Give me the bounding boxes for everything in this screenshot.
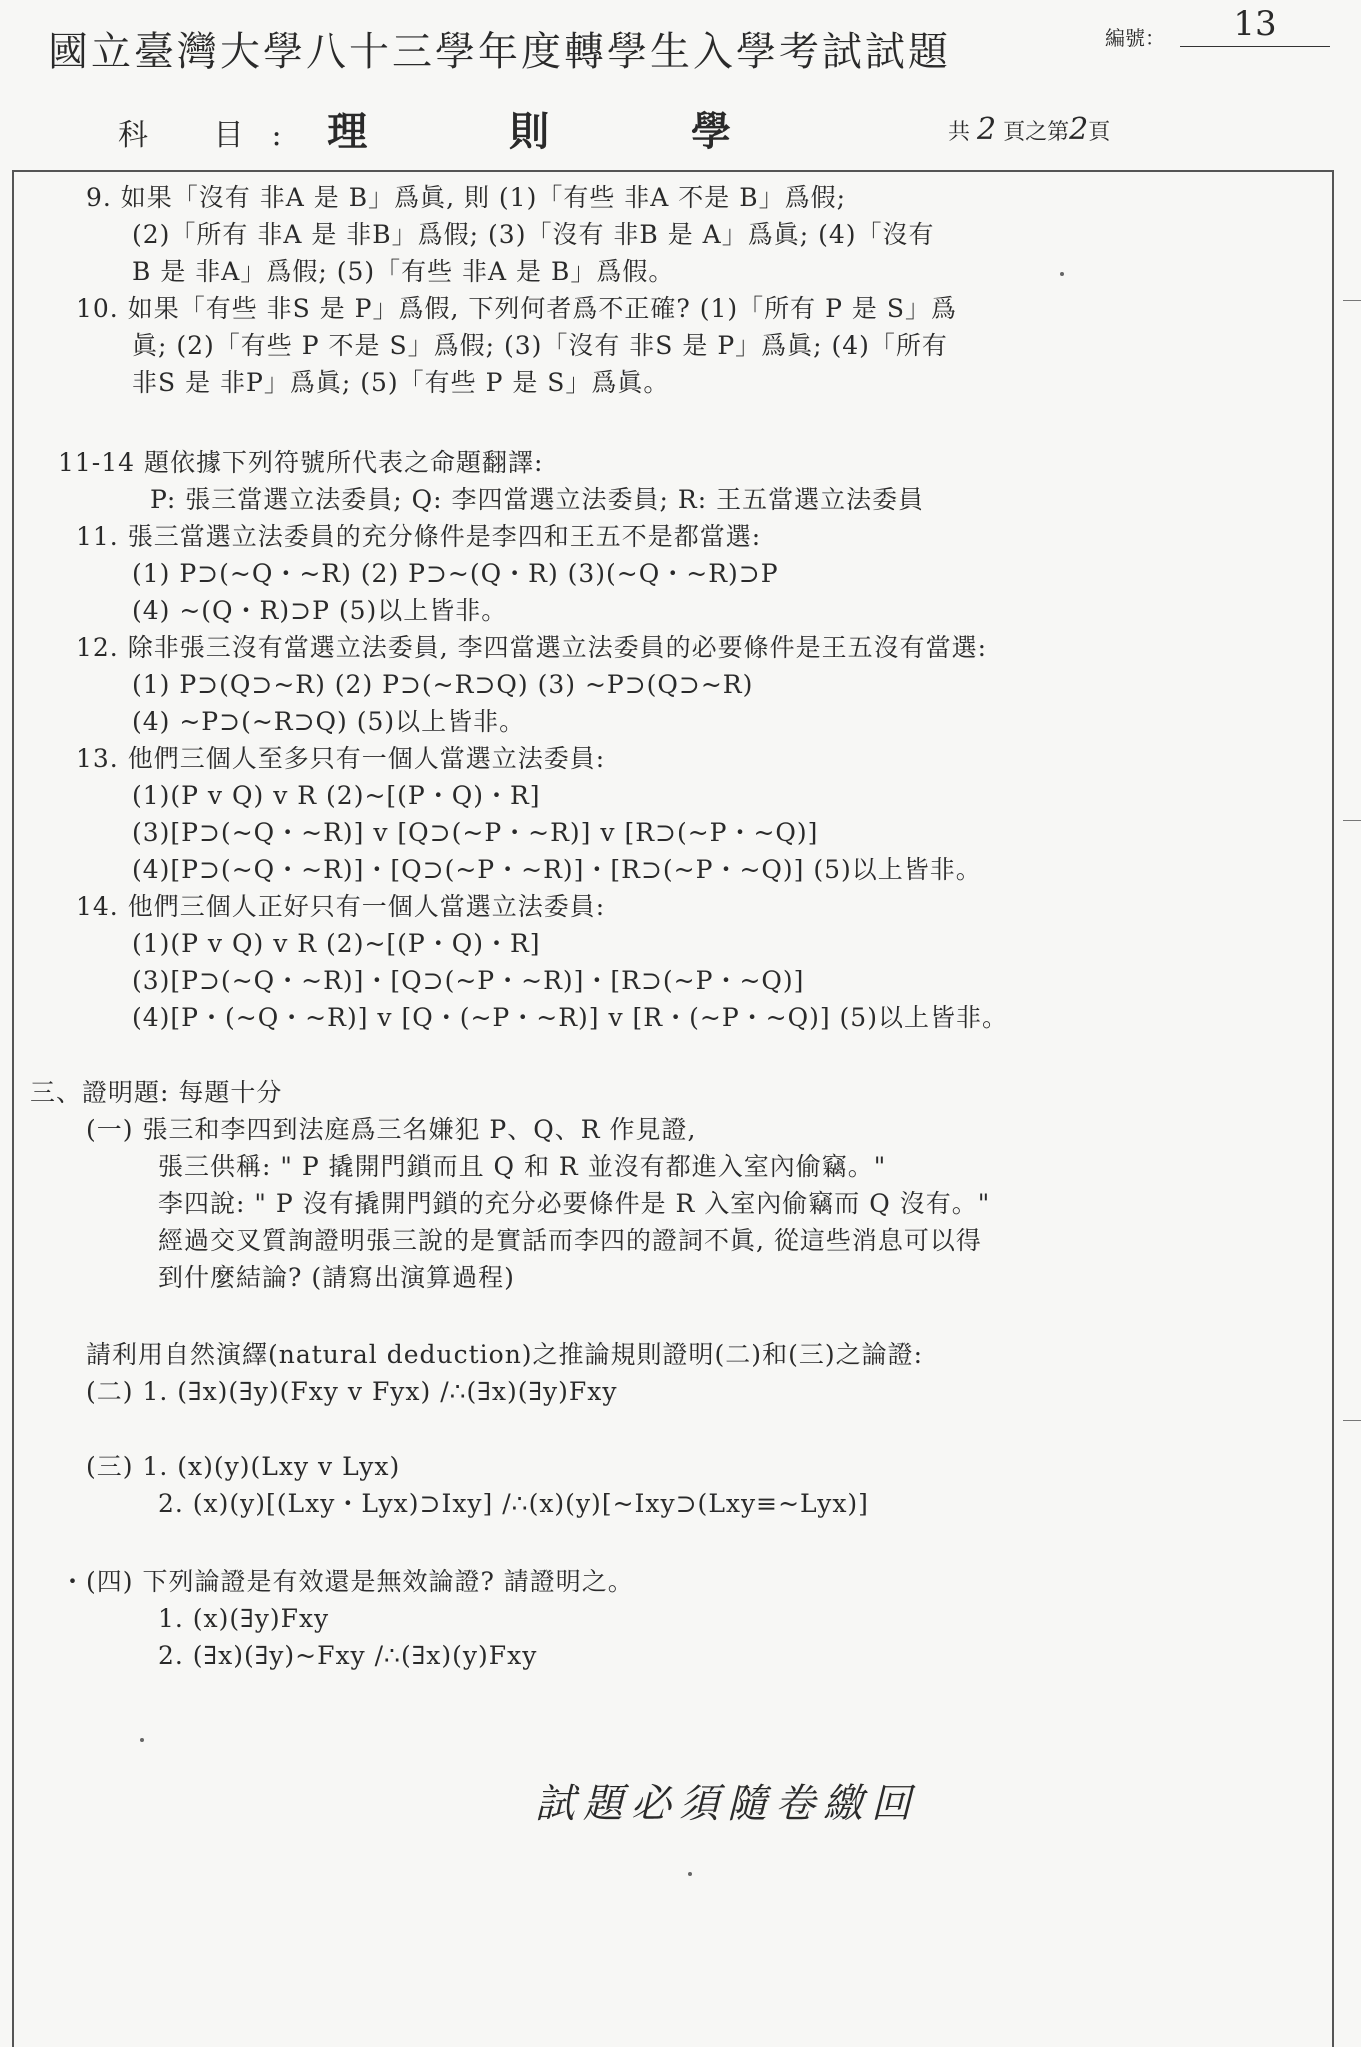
scan-speck [688, 1872, 692, 1876]
proof-line: 張三供稱: " P 撬開門鎖而且 Q 和 R 並沒有都進入室內偷竊。" [158, 1152, 887, 1181]
question-line: 11. 張三當選立法委員的充分條件是李四和王五不是都當選: [76, 522, 762, 551]
question-line: 10. 如果「有些 非S 是 P」爲假, 下列何者爲不正確? (1)「所有 P 是 S」爲 [76, 294, 957, 323]
question-line: 非S 是 非P」爲眞; (5)「有些 P 是 S」爲眞。 [132, 368, 670, 397]
question-line: (1) P⊃(~Q・~R) (2) P⊃~(Q・R) (3)(~Q・~R)⊃P [132, 559, 779, 588]
question-line: (4) ~(Q・R)⊃P (5)以上皆非。 [132, 596, 508, 625]
page-info-middle: 頁之第 [1003, 120, 1070, 145]
question-line: 12. 除非張三沒有當選立法委員, 李四當選立法委員的必要條件是王五沒有當選: [76, 633, 988, 662]
question-line: 13. 他們三個人至多只有一個人當選立法委員: [76, 744, 606, 773]
proof-line: 2. (x)(y)[(Lxy・Lyx)⊃Ixy] /∴(x)(y)[~Ixy⊃(Lxy≡~Lyx)] [158, 1489, 869, 1518]
proof-line: (一) 張三和李四到法庭爲三名嫌犯 P、Q、R 作見證, [86, 1115, 697, 1144]
section-title: 三、證明題: 每題十分 [30, 1078, 283, 1107]
instruction-line: 請利用自然演繹(natural deduction)之推論規則證明(二)和(三)之論證: [86, 1340, 923, 1369]
edge-tick [1343, 1420, 1361, 1421]
question-line: (4) ~P⊃(~R⊃Q) (5)以上皆非。 [132, 707, 526, 736]
question-line: (1)(P v Q) v R (2)~[(P・Q)・R] [132, 781, 541, 810]
proof-line: 2. (∃x)(∃y)~Fxy /∴(∃x)(y)Fxy [158, 1641, 538, 1670]
question-line: 14. 他們三個人正好只有一個人當選立法委員: [76, 892, 606, 921]
question-line: 眞; (2)「有些 P 不是 S」爲假; (3)「沒有 非S 是 P」爲眞; (4)「所有 [132, 331, 948, 360]
subject-name: 理 則 學 [327, 108, 796, 155]
proof-line: ・(四) 下列論證是有效還是無效論證? 請證明之。 [60, 1567, 634, 1596]
proof-line: 李四說: " P 沒有撬開門鎖的充分必要條件是 R 入室內偷竊而 Q 沒有。" [158, 1189, 991, 1218]
edge-tick [1343, 300, 1361, 301]
proof-line: 經過交叉質詢證明張三說的是實話而李四的證詞不眞, 從這些消息可以得 [158, 1226, 982, 1255]
question-line: (3)[P⊃(~Q・~R)]・[Q⊃(~P・~R)]・[R⊃(~P・~Q)] [132, 966, 805, 995]
serial-label: 編號： [1105, 26, 1165, 50]
proof-line: 到什麼結論? (請寫出演算過程) [158, 1263, 515, 1292]
question-line: B 是 非A」爲假; (5)「有些 非A 是 B」爲假。 [132, 257, 675, 286]
scan-speck [140, 1738, 144, 1742]
question-line: (1)(P v Q) v R (2)~[(P・Q)・R] [132, 929, 541, 958]
edge-tick [1343, 820, 1361, 821]
footer-note: 試題必須隨卷繳回 [535, 1781, 919, 1827]
question-line: (4)[P⊃(~Q・~R)]・[Q⊃(~P・~R)]・[R⊃(~P・~Q)] (5)以上皆非。 [132, 855, 982, 884]
page-info-suffix: 頁 [1088, 120, 1111, 145]
scan-speck [1060, 272, 1064, 276]
question-line: 9. 如果「沒有 非A 是 B」爲眞, 則 (1)「有些 非A 不是 B」爲假; [86, 183, 847, 212]
subject-row [118, 100, 795, 157]
proof-line: (二) 1. (∃x)(∃y)(Fxy v Fyx) /∴(∃x)(∃y)Fxy [86, 1377, 618, 1406]
serial-number: 13 [1180, 4, 1330, 47]
symbol-legend: P: 張三當選立法委員; Q: 李四當選立法委員; R: 王五當選立法委員 [150, 485, 925, 514]
page-info-prefix: 共 [948, 120, 971, 145]
question-line: (2)「所有 非A 是 非B」爲假; (3)「沒有 非B 是 A」爲眞; (4)「沒有 [132, 220, 935, 249]
page-count [948, 112, 1110, 147]
page-current: 2 [1069, 112, 1089, 147]
subject-label: 科 目: [118, 118, 310, 153]
proof-line: 1. (x)(∃y)Fxy [158, 1604, 330, 1633]
question-line: (4)[P・(~Q・~R)] v [Q・(~P・~R)] v [R・(~P・~Q)] (5)以上皆非。 [132, 1003, 1008, 1032]
question-line: (3)[P⊃(~Q・~R)] v [Q⊃(~P・~R)] v [R⊃(~P・~Q)] [132, 818, 819, 847]
proof-line: (三) 1. (x)(y)(Lxy v Lyx) [86, 1452, 401, 1481]
section-intro: 11-14 題依據下列符號所代表之命題翻譯: [58, 448, 544, 477]
question-line: (1) P⊃(Q⊃~R) (2) P⊃(~R⊃Q) (3) ~P⊃(Q⊃~R) [132, 670, 754, 699]
page-total: 2 [977, 112, 997, 147]
exam-title: 國立臺灣大學八十三學年度轉學生入學考試試題 [48, 29, 951, 75]
